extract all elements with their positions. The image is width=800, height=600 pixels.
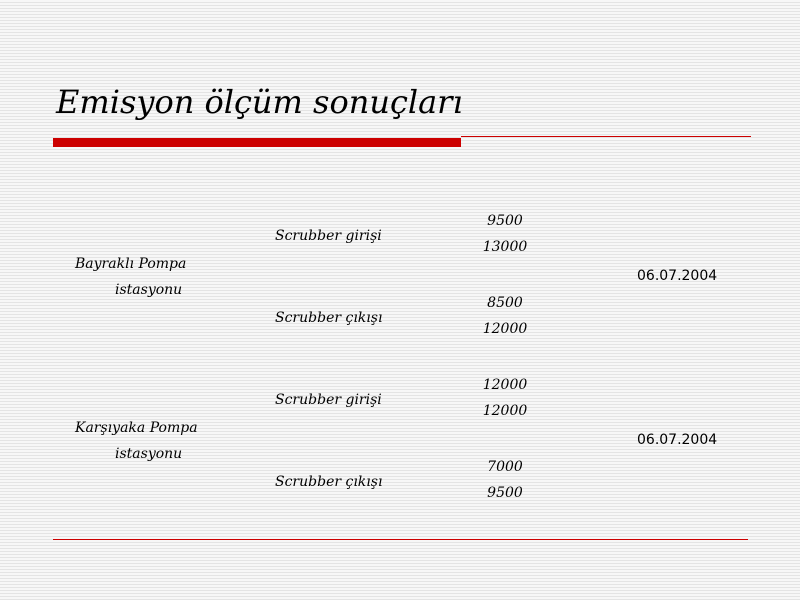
measurement-date: 06.07.2004 <box>637 432 718 448</box>
station-name-line1: Bayraklı Pompa <box>75 256 187 272</box>
scrubber-inlet-label: Scrubber girişi <box>275 392 382 408</box>
scrubber-inlet-label: Scrubber girişi <box>275 228 382 244</box>
station-name-line2: istasyonu <box>115 282 183 298</box>
scrubber-outlet-label: Scrubber çıkışı <box>275 474 383 490</box>
outlet-value-1: 7000 <box>487 459 523 475</box>
scrubber-outlet-label: Scrubber çıkışı <box>275 310 383 326</box>
inlet-value-1: 9500 <box>487 213 523 229</box>
title-underline-bar <box>53 138 461 147</box>
title-underline-rule <box>461 136 751 137</box>
outlet-value-2: 9500 <box>487 485 523 501</box>
inlet-value-2: 13000 <box>482 239 528 255</box>
outlet-value-2: 12000 <box>482 321 528 337</box>
measurement-date: 06.07.2004 <box>637 268 718 284</box>
station-name-line2: istasyonu <box>115 446 183 462</box>
inlet-value-1: 12000 <box>482 377 528 393</box>
station-name-bayrakli <box>75 251 225 303</box>
slide-title: Emisyon ölçüm sonuçları <box>56 83 463 121</box>
station-name-line1: Karşıyaka Pompa <box>75 420 198 436</box>
inlet-value-2: 12000 <box>482 403 528 419</box>
station-name-karsiyaka <box>75 415 225 467</box>
footer-rule <box>53 539 748 540</box>
outlet-value-1: 8500 <box>487 295 523 311</box>
